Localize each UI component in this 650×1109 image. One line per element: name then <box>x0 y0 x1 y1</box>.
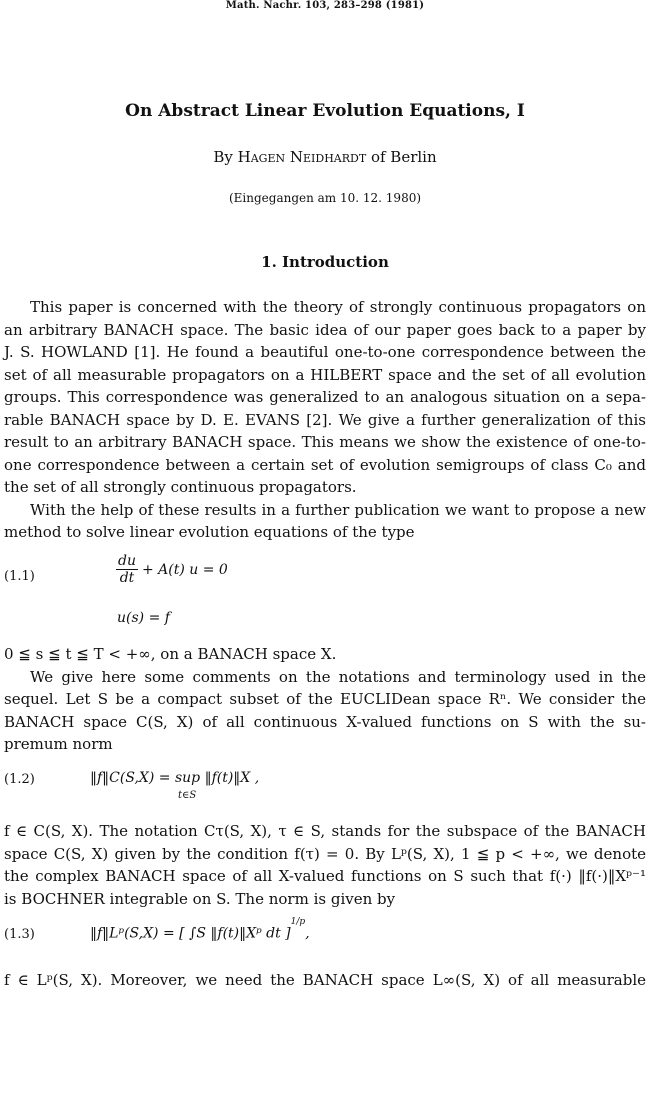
text-line: With the help of these results in a further publication we want to propose a new <box>30 500 646 519</box>
eq-lhs: ‖f‖C(S,X) = sup <box>90 770 201 786</box>
text-line: the complex BANACH space of all X-valued functions on S such that f(·) ‖f(·)‖Xᵖ⁻¹ <box>4 867 646 885</box>
eq-numerator: du <box>118 553 136 569</box>
received-date: (Eingegangen am 10. 12. 1980) <box>228 191 422 205</box>
text-line: f ∈ Lᵖ(S, X). Moreover, we need the BANACH space L∞(S, X) of all measurable <box>4 971 646 989</box>
text-line: the set of all strongly continuous propagators. <box>4 478 357 496</box>
author-by: By <box>213 148 233 166</box>
text-line: J. S. HOWLAND [1]. He found a beautiful one-to-one correspondence between the <box>4 343 646 361</box>
section-title: 1. Introduction <box>261 253 389 271</box>
equation-1-1 <box>116 553 228 586</box>
equation-number: (1.3) <box>4 927 35 942</box>
text-line: method to solve linear evolution equations of the type <box>4 523 415 541</box>
author-of: of Berlin <box>370 148 437 166</box>
eq-exponent: 1/p <box>290 917 306 927</box>
text-line: set of all measurable propagators on a HILBERT space and the set of all evolution <box>4 365 646 384</box>
text-line: We give here some comments on the notations and terminology used in the <box>30 667 646 686</box>
eq-denominator: dt <box>119 570 135 586</box>
eq-tail: , <box>305 925 310 942</box>
eq-sup-subscript: t∈S <box>178 790 197 801</box>
equation-1-1-initial: u(s) = f <box>117 610 170 626</box>
text-line: one correspondence between a certain set of evolution semigroups of class C₀ and <box>4 455 646 474</box>
equation-number: (1.1) <box>4 569 35 584</box>
text-line: is BOCHNER integrable on S. The norm is given by <box>4 889 396 908</box>
paper-title: On Abstract Linear Evolution Equations, I <box>125 101 525 121</box>
equation-number: (1.2) <box>4 772 35 787</box>
text-line: space C(S, X) given by the condition f(τ) = 0. By Lᵖ(S, X), 1 ≦ p < +∞, we denote <box>4 844 646 863</box>
paragraph-linf <box>4 969 646 992</box>
text-line: rable BANACH space by D. E. EVANS [2]. We give a further generalization of this <box>4 410 646 429</box>
equation-1-2 <box>90 770 259 786</box>
eq-body: ‖f‖Lᵖ(S,X) = [ ∫S ‖f(t)‖Xᵖ dt ] <box>90 925 291 942</box>
paragraph-notation <box>4 643 646 756</box>
author-line <box>0 148 650 166</box>
text-line: BANACH space C(S, X) of all continuous X-valued functions on S with the su- <box>4 712 646 731</box>
paragraph-spaces <box>4 820 646 910</box>
text-line: an arbitrary BANACH space. The basic idea of our paper goes back to a paper by <box>4 320 646 339</box>
text-line: sequel. Let S be a compact subset of the EUCLIDean space Rⁿ. We consider the <box>4 690 646 708</box>
text-line: premum norm <box>4 735 113 753</box>
text-line: groups. This correspondence was generalized to an analogous situation on a sepa- <box>4 388 646 406</box>
text-line: result to an arbitrary BANACH space. This means we show the existence of one-to- <box>4 433 646 451</box>
text-line: 0 ≦ s ≦ t ≦ T < +∞, on a BANACH space X. <box>4 645 337 663</box>
author-name: Hagen Neidhardt <box>237 148 367 166</box>
paragraph-intro <box>4 296 646 544</box>
equation-1-3 <box>90 917 310 942</box>
eq-rest: + A(t) u = 0 <box>141 561 228 578</box>
text-line: f ∈ C(S, X). The notation Cτ(S, X), τ ∈ S, stands for the subspace of the BANACH <box>4 822 646 840</box>
eq-rhs: ‖f(t)‖X , <box>204 770 260 786</box>
journal-header: Math. Nachr. 103, 283–298 (1981) <box>225 0 425 11</box>
text-line: This paper is concerned with the theory of strongly continuous propagators on <box>30 298 646 316</box>
